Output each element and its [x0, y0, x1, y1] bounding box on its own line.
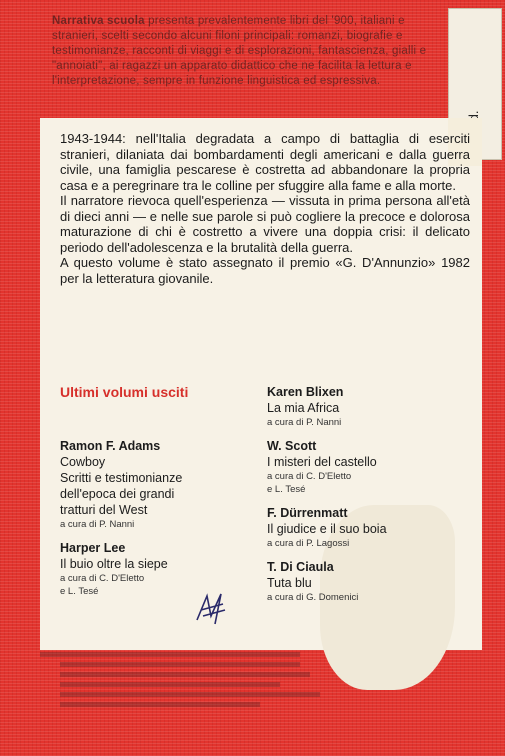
- recent-volumes-right: [267, 384, 457, 613]
- synopsis: [60, 131, 470, 286]
- book-author: Karen Blixen: [267, 385, 344, 399]
- recent-volumes-left: [60, 438, 230, 607]
- book-title: Il buio oltre la siepe: [60, 557, 168, 571]
- book-curator: a cura di C. D'Eletto e L. Tesé: [267, 471, 352, 495]
- book-author: T. Di Ciaula: [267, 560, 334, 574]
- faded-text-line: [60, 662, 300, 667]
- book-curator: a cura di P. Nanni: [60, 519, 135, 530]
- faded-text-line: [60, 672, 310, 677]
- synopsis-paragraph: 1943-1944: nell'Italia degradata a campo di battaglia di eserciti stranieri, dilaniata dai bombardamenti degli americani e dalla guerra civile, una famiglia pescarese è costretta ad abbandonare la propria casa e a peregrinare tra le colline per sfuggire alla fame e alla morte.: [60, 131, 470, 193]
- book-author: Ramon F. Adams: [60, 439, 161, 453]
- faded-text-line: [60, 682, 280, 687]
- book-curator: a cura di P. Lagossi: [267, 538, 350, 549]
- list-item: [267, 438, 457, 496]
- faded-bottom-area: [0, 650, 505, 756]
- recent-volumes-title: Ultimi volumi usciti: [60, 384, 189, 400]
- series-name: Narrativa scuola: [52, 15, 145, 27]
- faded-text-line: [40, 652, 300, 657]
- book-curator: a cura di G. Domenici: [267, 592, 359, 603]
- list-item: [60, 438, 230, 531]
- book-curator: a cura di P. Nanni: [267, 417, 342, 428]
- series-text: presenta prevalentemente libri del '900, italiani e stranieri, scelti secondo alcuni filoni principali: romanzi, biografie e testimonianze, racconti di viaggi e di esplorazioni, fantascienza, gialli e "annoiati", ai ragazzi un apparato didattico che ne facilita la lettura e l'interpretazione, sempre in funzione linguistica ed espressiva.: [52, 15, 427, 87]
- book-author: F. Dürrenmatt: [267, 506, 348, 520]
- list-item: [267, 559, 457, 604]
- book-title: I misteri del castello: [267, 455, 377, 469]
- book-title: Il giudice e il suo boia: [267, 522, 387, 536]
- book-title: Tuta blu: [267, 576, 312, 590]
- list-item: [267, 505, 457, 550]
- faded-text-line: [60, 702, 260, 707]
- handwritten-mark: [193, 590, 229, 628]
- book-curator: a cura di C. D'Eletto e L. Tesé: [60, 573, 145, 597]
- faded-text-line: [60, 692, 320, 697]
- book-title: La mia Africa: [267, 401, 340, 415]
- series-description: [52, 14, 432, 89]
- book-author: Harper Lee: [60, 541, 126, 555]
- book-author: W. Scott: [267, 439, 317, 453]
- book-title: Cowboy Scritti e testimonianze dell'epoca dei grandi tratturi del West: [60, 455, 183, 517]
- list-item: [267, 384, 457, 429]
- synopsis-paragraph: A questo volume è stato assegnato il premio «G. D'Annunzio» 1982 per la letteratura giovanile.: [60, 255, 470, 286]
- synopsis-paragraph: Il narratore rievoca quell'esperienza — vissuta in prima persona all'età di dieci anni — e nelle sue parole si può cogliere la precoce e dolorosa maturazione di chi è costretto a vivere una doppia crisi: il delicato periodo dell'adolescenza e la brutalità della guerra.: [60, 193, 470, 255]
